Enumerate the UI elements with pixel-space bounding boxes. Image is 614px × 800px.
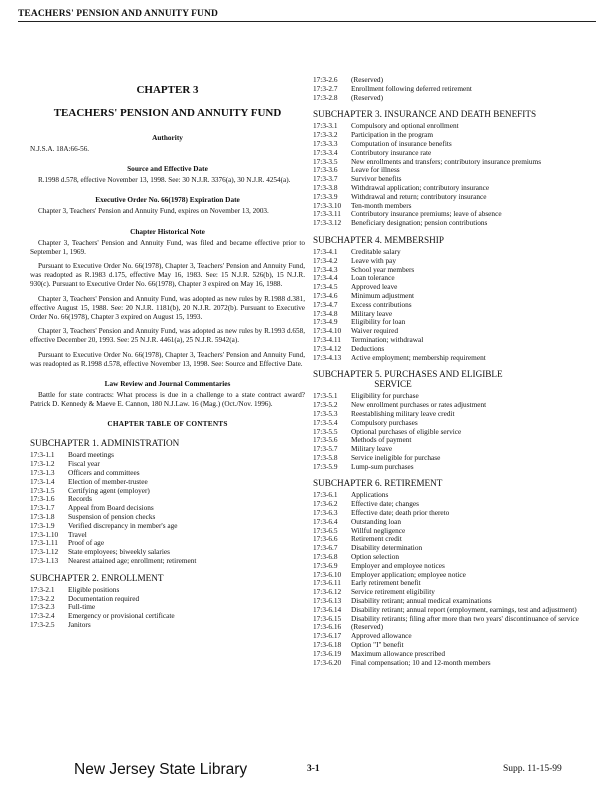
section-title: Effective date; death prior thereto [351, 508, 450, 518]
section-number: 17:3-2.1 [30, 584, 55, 594]
section-title: Approved allowance [351, 631, 412, 641]
section-title: Early retirement benefit [351, 578, 421, 588]
section-number: 17:3-6.19 [313, 648, 342, 658]
section-title: Approved leave [351, 282, 398, 292]
section-number: 17:3-3.3 [313, 138, 338, 148]
section-number: 17:3-6.10 [313, 569, 342, 579]
section-title: Deductions [351, 343, 385, 353]
section-number: 17:3-3.5 [313, 156, 338, 166]
section-title: Survivor benefits [351, 174, 402, 184]
section-number: 17:3-3.2 [313, 130, 338, 140]
section-title: Compulsory and optional enrollment [351, 121, 459, 131]
section-number: 17:3-5.3 [313, 408, 338, 418]
subchapter-3-heading: SUBCHAPTER 3. INSURANCE AND DEATH BENEFITS [313, 109, 537, 120]
section-number: 17:3-2.2 [30, 593, 55, 603]
section-number: 17:3-1.8 [30, 512, 55, 522]
subchapter-5-heading: SUBCHAPTER 5. PURCHASES AND ELIGIBLE [313, 369, 503, 380]
section-number: 17:3-4.11 [313, 334, 341, 344]
section-title: Maximum allowance prescribed [351, 648, 446, 658]
section-number: 17:3-4.4 [313, 273, 338, 283]
section-number: 17:3-2.7 [313, 83, 338, 93]
section-number: 17:3-1.4 [30, 476, 55, 486]
section-number: 17:3-6.4 [313, 516, 338, 526]
section-title: Creditable salary [351, 246, 401, 256]
historical-note-paragraph: Pursuant to Executive Order No. 66(1978), Chapter 3, Teachers' Pension and Annuity Fund, was readopted as R.1983 d.175, effective May 16, 1983. See: 15 N.J.R. 526(b), 15 N.J.R. 930(c). Pursuant to Executive Order No. 66(1978), Chapter 3 expired on May 16, 1988. [30, 262, 305, 289]
authority-heading: Authority [152, 133, 183, 142]
section-number: 17:3-6.20 [313, 657, 342, 667]
section-number: 17:3-1.10 [30, 529, 59, 539]
section-title: Records [68, 494, 92, 504]
section-title: Eligible positions [68, 584, 120, 594]
section-title: Military leave [351, 444, 393, 454]
authority-text: N.J.S.A. 18A:66-56. [30, 145, 90, 153]
section-number: 17:3-6.8 [313, 552, 338, 562]
section-title: Certifying agent (employer) [68, 485, 150, 495]
section-title: Applications [351, 490, 389, 500]
section-number: 17:3-2.5 [30, 620, 55, 629]
section-number: 17:3-6.2 [313, 499, 338, 509]
section-title: Withdrawal and return; contributory insurance [351, 191, 487, 201]
section-number: 17:3-1.12 [30, 547, 59, 557]
section-title: School year members [351, 264, 415, 274]
section-title: Willful negligence [351, 525, 406, 535]
toc-entry [30, 557, 305, 566]
section-number: 17:3-3.11 [313, 209, 341, 219]
section-number: 17:3-6.1 [313, 490, 338, 500]
section-title: Eligibility for loan [351, 317, 406, 327]
subchapter-6-heading: SUBCHAPTER 6. RETIREMENT [313, 478, 443, 489]
subchapter-5-heading-cont: SERVICE [374, 379, 412, 390]
section-number: 17:3-3.6 [313, 165, 338, 175]
section-number: 17:3-4.1 [313, 246, 338, 256]
subchapter-6-list [313, 491, 595, 667]
historical-note-paragraph: Pursuant to Executive Order No. 66(1978), Chapter 3, Teachers' Pension and Annuity Fund, was readopted as R.1998 d.578, effective November 13, 1998. See: Source and Effective Date. [30, 350, 305, 368]
section-number: 17:3-4.3 [313, 264, 338, 274]
section-title: Appeal from Board decisions [68, 503, 154, 513]
chapter-number: CHAPTER 3 [136, 84, 199, 96]
section-title: (Reserved) [351, 75, 384, 84]
section-number: 17:3-6.12 [313, 587, 342, 597]
section-title: Enrollment following deferred retirement [351, 83, 472, 93]
section-title: State employees; biweekly salaries [68, 547, 170, 557]
section-title: Ten-month members [351, 200, 412, 210]
section-number: 17:3-5.5 [313, 426, 338, 436]
section-title: Nearest attained age; enrollment; retirement [68, 556, 197, 566]
subchapter-5-list [313, 392, 595, 471]
section-title: Employer and employee notices [351, 560, 445, 570]
section-title: Contributory insurance premiums; leave of absence [351, 209, 502, 219]
section-title: Optional purchases of eligible service [351, 426, 462, 436]
section-number: 17:3-5.2 [313, 400, 338, 410]
section-title: Termination; withdrawal [351, 334, 424, 344]
section-number: 17:3-4.9 [313, 317, 338, 327]
section-number: 17:3-4.12 [313, 343, 342, 353]
section-number: 17:3-1.13 [30, 556, 59, 566]
section-number: 17:3-1.6 [30, 494, 55, 504]
historical-note-paragraph: Chapter 3, Teachers' Pension and Annuity Fund, was adopted as new rules by R.1988 d.381, effective August 15, 1988. See: 20 N.J.R. 1181(b), 20 N.J.R. 2072(b). Pursuant to Executive Order No. 66(1978), Chapter 3 expired on August 15, 1993. [30, 294, 305, 322]
section-title: Travel [68, 529, 87, 539]
subchapter-4-list [313, 248, 595, 362]
section-number: 17:3-2.4 [30, 611, 55, 621]
section-number: 17:3-2.8 [313, 92, 338, 102]
section-title: Documentation required [68, 593, 140, 603]
toc-entry [313, 354, 595, 363]
section-title: Disability retirant; annual report (employment, earnings, test and adjustment) [351, 604, 577, 614]
section-title: Beneficiary designation; pension contributions [351, 218, 488, 228]
section-number: 17:3-6.9 [313, 560, 338, 570]
section-number: 17:3-5.1 [313, 391, 338, 401]
section-number: 17:3-1.9 [30, 520, 55, 530]
section-number: 17:3-5.4 [313, 417, 338, 427]
section-title: Outstanding loan [351, 516, 402, 526]
section-title: Verified discrepancy in member's age [68, 520, 178, 530]
section-title: Board meetings [68, 450, 115, 460]
toc-entry [313, 219, 595, 228]
historical-note-paragraph: Chapter 3, Teachers' Pension and Annuity Fund, was filed and became effective prior to September 1, 1969. [30, 238, 305, 256]
section-number: 17:3-6.3 [313, 508, 338, 518]
section-title: Excess contributions [351, 299, 412, 309]
section-title: New enrollments and transfers; contributory insurance premiums [351, 156, 542, 166]
section-number: 17:3-6.16 [313, 622, 342, 632]
section-title: Effective date; changes [351, 499, 419, 509]
section-number: 17:3-3.8 [313, 182, 338, 192]
section-number: 17:3-5.6 [313, 435, 338, 445]
section-number: 17:3-1.1 [30, 450, 55, 460]
section-number: 17:3-3.7 [313, 174, 338, 184]
section-title: New enrollment purchases or rates adjustment [351, 400, 487, 410]
source-heading: Source and Effective Date [127, 164, 208, 174]
toc-entry [313, 659, 595, 668]
subchapter-3-list [313, 122, 595, 228]
law-review-heading: Law Review and Journal Commentaries [104, 379, 231, 389]
section-title: (Reserved) [351, 92, 384, 102]
section-number: 17:3-6.13 [313, 596, 342, 606]
chapter-title: TEACHERS' PENSION AND ANNUITY FUND [53, 107, 282, 119]
section-number: 17:3-4.6 [313, 290, 338, 300]
section-title: (Reserved) [351, 622, 384, 632]
section-title: Retirement credit [351, 534, 402, 544]
section-number: 17:3-3.1 [313, 121, 338, 131]
toc-entry [313, 94, 595, 103]
section-number: 17:3-1.7 [30, 503, 55, 513]
section-title: Service retirement eligibility [351, 587, 435, 597]
section-number: 17:3-4.2 [313, 255, 338, 265]
historical-note-heading: Chapter Historical Note [130, 226, 205, 236]
section-title: Computation of insurance benefits [351, 138, 452, 148]
header-rule [18, 21, 596, 22]
subchapter-1-heading: SUBCHAPTER 1. ADMINISTRATION [30, 438, 180, 449]
section-title: Withdrawal application; contributory insurance [351, 182, 490, 192]
executive-order-text: Chapter 3, Teachers' Pension and Annuity Fund, expires on November 13, 2003. [38, 207, 269, 216]
section-title: Disability retirant; annual medical examinations [351, 596, 492, 606]
section-title: Reestablishing military leave credit [351, 408, 455, 418]
section-number: 17:3-1.3 [30, 468, 55, 478]
section-number: 17:3-6.11 [313, 578, 341, 588]
subchapter-2-heading: SUBCHAPTER 2. ENROLLMENT [30, 572, 164, 583]
section-number: 17:3-4.5 [313, 282, 338, 292]
section-title: Waiver required [351, 326, 399, 336]
section-number: 17:3-6.5 [313, 525, 338, 535]
section-number: 17:3-4.7 [313, 299, 338, 309]
toc-entry [30, 621, 305, 630]
section-number: 17:3-2.3 [30, 602, 55, 612]
section-number: 17:3-4.13 [313, 352, 342, 362]
section-number: 17:3-6.17 [313, 631, 342, 641]
section-title: Final compensation; 10 and 12-month members [351, 657, 491, 667]
section-title: Disability determination [351, 543, 423, 553]
section-number: 17:3-6.7 [313, 543, 338, 553]
section-title: Service ineligible for purchase [351, 452, 441, 462]
section-title: Election of member-trustee [68, 476, 148, 486]
section-title: Loan tolerance [351, 273, 395, 283]
section-number: 17:3-6.18 [313, 640, 342, 650]
section-title: Military leave [351, 308, 393, 318]
historical-note-paragraph: Chapter 3, Teachers' Pension and Annuity Fund, was adopted as new rules by R.1993 d.658, effective December 20, 1993. See: 25 N.J.R. 4461(a), 25 N.J.R. 5942(a). [30, 327, 305, 345]
section-number: 17:3-6.6 [313, 534, 338, 544]
library-stamp: New Jersey State Library [74, 761, 248, 778]
section-number: 17:3-3.10 [313, 200, 342, 210]
section-title: Suspension of pension checks [68, 512, 156, 522]
toc-title: CHAPTER TABLE OF CONTENTS [107, 419, 228, 429]
section-title: Eligibility for purchase [351, 391, 419, 401]
section-number: 17:3-5.7 [313, 444, 338, 454]
section-title: Option selection [351, 552, 400, 562]
section-title: Disability retirants; filing after more than two years' discontinuance of service [351, 613, 579, 623]
section-number: 17:3-6.15 [313, 613, 342, 623]
subchapter-1-list [30, 451, 305, 565]
supplement-date: Supp. 11-15-99 [503, 764, 562, 774]
section-title: Proof of age [68, 538, 105, 548]
section-title: Participation in the program [351, 130, 434, 140]
section-title: Minimum adjustment [351, 290, 415, 300]
section-number: 17:3-3.12 [313, 218, 342, 228]
section-number: 17:3-3.9 [313, 191, 338, 201]
subchapter-2-list-part1 [30, 586, 305, 630]
left-column [30, 84, 305, 630]
section-title: Employer application; employee notice [351, 569, 466, 579]
section-title: Fiscal year [68, 459, 100, 469]
toc-entry [313, 463, 595, 472]
section-title: Active employment; membership requirement [351, 352, 486, 362]
page-number: 3-1 [307, 764, 320, 774]
right-column [313, 75, 595, 667]
section-title: Officers and committees [68, 468, 140, 478]
section-number: 17:3-6.14 [313, 604, 342, 614]
section-title: Leave with pay [351, 255, 396, 265]
section-number: 17:3-5.8 [313, 452, 338, 462]
section-title: Methods of payment [351, 435, 412, 445]
source-text: R.1998 d.578, effective November 13, 1998. See: 30 N.J.R. 3376(a), 30 N.J.R. 4254(a). [38, 176, 291, 185]
section-number: 17:3-1.5 [30, 485, 55, 495]
section-title: Contributory insurance rate [351, 147, 432, 157]
section-number: 17:3-1.11 [30, 538, 58, 548]
section-title: Compulsory purchases [351, 417, 418, 427]
section-title: Option "I" benefit [351, 640, 404, 650]
section-number: 17:3-4.8 [313, 308, 338, 318]
section-number: 17:3-1.2 [30, 459, 55, 469]
subchapter-4-heading: SUBCHAPTER 4. MEMBERSHIP [313, 234, 444, 245]
running-header: TEACHERS' PENSION AND ANNUITY FUND [18, 9, 218, 19]
subchapter-2-list-part2 [313, 76, 595, 102]
executive-order-heading: Executive Order No. 66(1978) Expiration Date [95, 195, 240, 205]
section-number: 17:3-5.9 [313, 461, 338, 471]
section-title: Full-time [68, 602, 96, 612]
section-title: Emergency or provisional certificate [68, 611, 175, 621]
section-number: 17:3-4.10 [313, 326, 342, 336]
section-title: Janitors [68, 620, 91, 629]
section-number: 17:3-3.4 [313, 147, 338, 157]
section-number: 17:3-2.6 [313, 75, 338, 84]
section-title: Leave for illness [351, 165, 400, 175]
section-title: Lump-sum purchases [351, 461, 414, 471]
law-review-text: Battle for state contracts: What process is due in a challenge to a state contract award? Patrick D. Kennedy & Maeve E. Cannon, 180 N.J.Law. 16 (Mag.) (Oct./Nov. 1996). [30, 391, 305, 409]
